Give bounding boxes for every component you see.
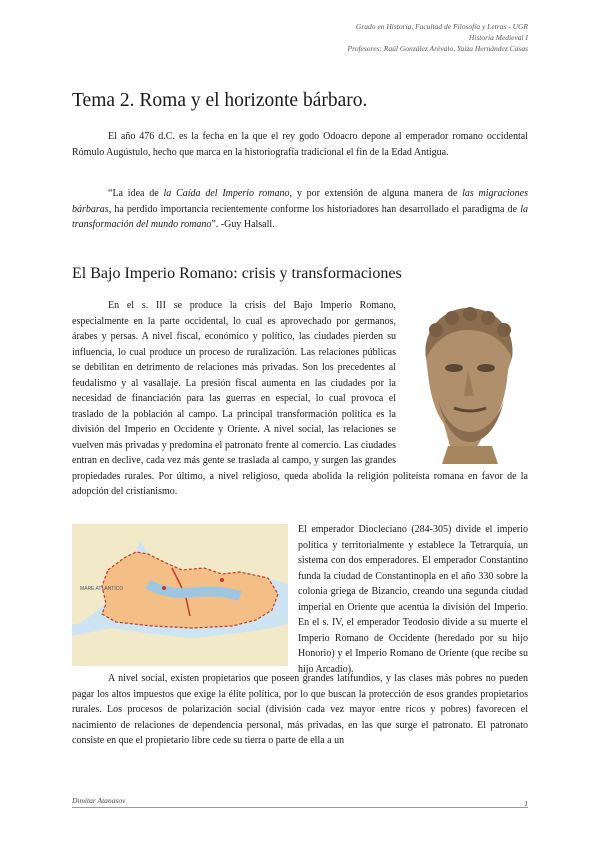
diocletian-bust-image [408, 300, 528, 464]
document-title: Tema 2. Roma y el horizonte bárbaro. [72, 90, 368, 111]
header-degree: Grado en Historia, Facultad de Filosofía y Letras - UGR [355, 22, 528, 31]
guy-halsall-quote [72, 186, 528, 233]
map-label: MARE ATLANTICO [80, 586, 124, 592]
quote-emphasis: la transformación del mundo romano [72, 203, 528, 230]
roman-empire-map-image [72, 524, 288, 666]
footer-divider [72, 807, 528, 808]
quote-part: “La idea de [108, 188, 164, 199]
quote-emphasis: la Caída del Imperio romano [163, 188, 290, 199]
quote-emphasis: las migraciones bárbaras [72, 188, 528, 215]
body-paragraph-1 [72, 298, 528, 500]
body-paragraph-2-text: El emperador Diocleciano (284-305) divide el imperio política y territorialmente y establece la Tetrarquía, un sistema con dos emperadores. El emperador Constantino funda la ciudad de Constantinopla en el año 330 sobre la colonia griega de Bizancio, creando una segunda ciudad imperial en Oriente que acentúa la división del Imperio. En el s. IV, el emperador Teodosio divide a su muerte el Imperio Romano de Occidente (heredado por su hijo Honorio) y el Imperio Romano de Oriente (que recibe su hijo Arcadio). [298, 524, 528, 675]
page-number: 1 [524, 799, 528, 808]
header-course: Historia Medieval I [468, 33, 528, 42]
footer-author: Dimitar Atanasov [72, 796, 126, 805]
quote-part: ”. -Guy Halsall. [211, 219, 275, 230]
intro-paragraph: El año 476 d.C. es la fecha en la que el rey godo Odoacro depone al emperador romano occidental Rómulo Augústulo, hecho que marca en la historiografía tradicional el fin de la Edad Antigua. [72, 131, 528, 158]
header-professors: Profesores: Raúl González Arévalo, Yaiza Hernández Casas [347, 44, 528, 53]
body-paragraph-2 [72, 522, 528, 677]
section-heading: El Bajo Imperio Romano: crisis y transformaciones [72, 265, 402, 282]
quote-part: , ha perdido importancia recientemente conforme los historiadores han desarrollado el paradigma de [108, 203, 521, 215]
page-header [348, 21, 529, 54]
body-paragraph-3: A nivel social, existen propietarios que poseen grandes latifundios, y las clases más pobres no pueden pagar los altos impuestos que exige la élite política, por lo que buscan la protección de esos grandes propietarios rurales. Los procesos de polarización social (división cada vez mayor entre ricos y pobres) favorecen el nacimiento de relaciones de dependencia personal, más privadas, en las que surge el patronato. El patronato consiste en que el propietario libre cede su tierra o parte de ella a un [72, 673, 528, 746]
quote-part: , y por extensión de alguna manera de [289, 188, 463, 199]
body-paragraph-1-text: En el s. III se produce la crisis del Bajo Imperio Romano, especialmente en la parte occidental, lo cual es aprovechado por germanos, árabes y persas. A nivel fiscal, económico y político, las ciudades pierden su influencia, lo cual produce un proceso de ruralización. Las relaciones públicas se debilitan en detrimento de relaciones más privadas. Son los precedentes al feudalismo y al vasallaje. La presión fiscal aumenta en las ciudades por la necesidad de financiación para las guerras en especial, lo cual provoca el traslado de la población al campo. La principal transformación política es la división del Imperio en Occidente y Oriente. A nivel social, las relaciones se vuelven más privadas y predomina el patronato frente al comercio. Las ciudades entran en declive, cada vez más gente se traslada al campo, y surgen las grandes propiedades rurales. Por último, a nivel religioso, queda abolida la religión politeísta romana en favor de la adopción del cristianismo. [72, 300, 528, 497]
